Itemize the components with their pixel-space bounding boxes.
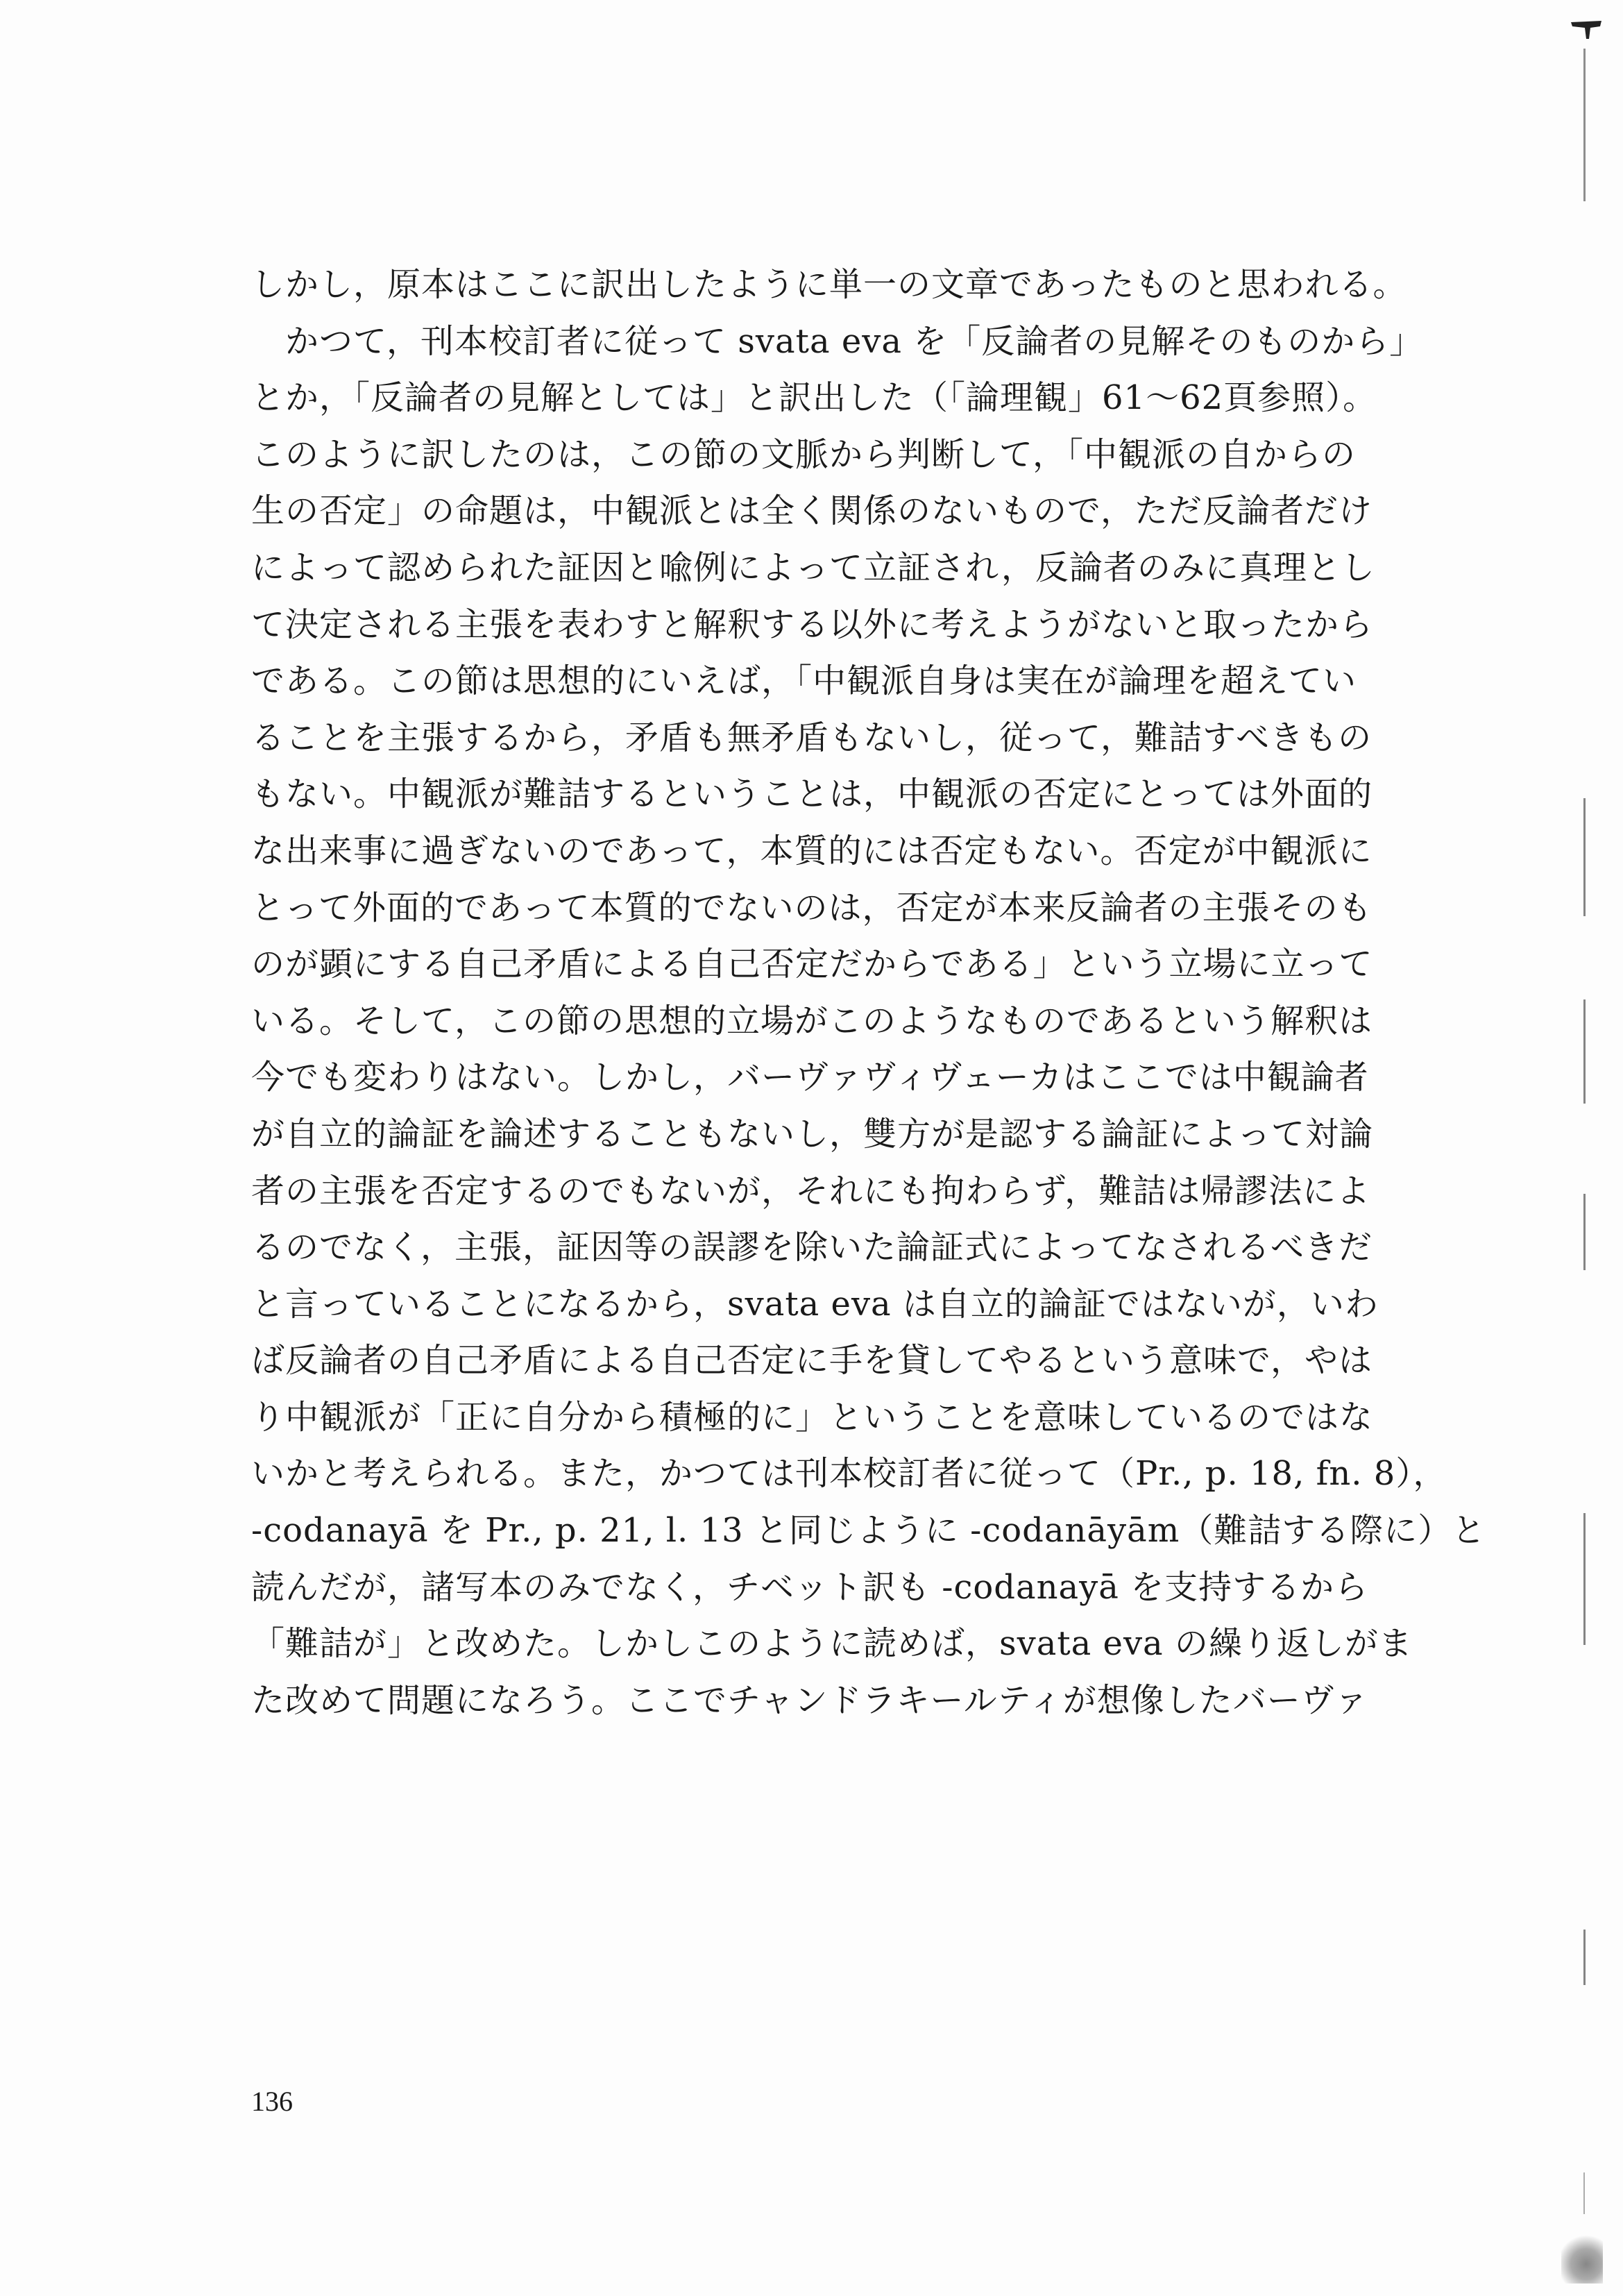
text-line: ることを主張するから，矛盾も無矛盾もないし，従って，難詰すべきもの: [251, 718, 1373, 757]
text-line: ば反論者の自己矛盾による自己否定に手を貸してやるという意味で，やは: [251, 1341, 1373, 1381]
scan-shadow: [1561, 2235, 1603, 2284]
text-line: て決定される主張を表わすと解釈する以外に考えようがないと取ったから: [251, 605, 1374, 644]
text-line: もない。中観派が難詰するということは，中観派の否定にとっては外面的: [251, 775, 1373, 814]
text-line: いる。そして，この節の思想的立場がこのようなものであるという解釈は: [251, 1001, 1373, 1040]
scan-line: [1583, 49, 1586, 201]
text-line: とか，「反論者の見解としては」と訳出した（「論理観」61〜62頁参照）。: [251, 378, 1377, 418]
scan-line: [1583, 999, 1586, 1104]
text-line: である。この節は思想的にいえば，「中観派自身は実在が論理を超えてい: [251, 661, 1357, 701]
text-line: り中観派が「正に自分から積極的に」ということを意味しているのではな: [251, 1397, 1374, 1437]
text-line: このように訳したのは，この節の文脈から判断して，「中観派の自からの: [251, 434, 1357, 474]
scan-line: [1583, 1513, 1586, 1645]
text-line: が自立的論証を論述することもないし，雙方が是認する論証によって対論: [251, 1114, 1374, 1154]
scan-line: [1583, 798, 1586, 916]
scan-line: [1583, 1930, 1586, 1985]
text-line: 今でも変わりはない。しかし，バーヴァヴィヴェーカはここでは中観論者: [251, 1058, 1369, 1097]
text-line: な出来事に過ぎないのであって，本質的には否定もない。否定が中観派に: [251, 831, 1373, 870]
page-number: 136: [251, 2086, 293, 2117]
text-line: いかと考えられる。また，かつては刊本校訂者に従って（Pr., p. 18, fn. 8），: [251, 1454, 1447, 1494]
text-line: のが顕にする自己矛盾による自己否定だからである」という立場に立って: [251, 945, 1373, 984]
scan-mark-icon: [1570, 19, 1603, 40]
text-line: によって認められた証因と喩例によって立証され，反論者のみに真理とし: [251, 548, 1375, 587]
text-line: 「難詰が」と改めた。しかしこのように読めば，svata eva の繰り返しがま: [251, 1624, 1413, 1664]
text-line: 生の否定」の命題は，中観派とは全く関係のないもので，ただ反論者だけ: [251, 491, 1373, 531]
scan-line: [1583, 1194, 1586, 1270]
text-line: るのでなく，主張，証因等の誤謬を除いた論証式によってなされるべきだ: [251, 1228, 1373, 1267]
body-text: [251, 257, 1486, 1729]
text-line: 読んだが，諸写本のみでなく，チベット訳も -codanayā を支持するから: [251, 1567, 1369, 1607]
text-line: た改めて問題になろう。ここでチャンドラキールティが想像したバーヴァ: [251, 1680, 1369, 1720]
text-line: かつて，刊本校訂者に従って svata eva を「反論者の見解そのものから」: [251, 321, 1424, 361]
scan-line: [1583, 2172, 1585, 2214]
text-line: と言っていることになるから，svata eva は自立的論証ではないが，いわ: [251, 1284, 1379, 1324]
text-line: -codanayā を Pr., p. 21, l. 13 と同じように -codanāyām（難詰する際に）と: [251, 1511, 1486, 1551]
text-line: とって外面的であって本質的でないのは，否定が本来反論者の主張そのも: [251, 888, 1373, 927]
text-line: しかし，原本はここに訳出したように単一の文章であったものと思われる。: [251, 265, 1407, 304]
text-line: 者の主張を否定するのでもないが，それにも拘わらず，難詰は帰謬法によ: [251, 1171, 1371, 1210]
